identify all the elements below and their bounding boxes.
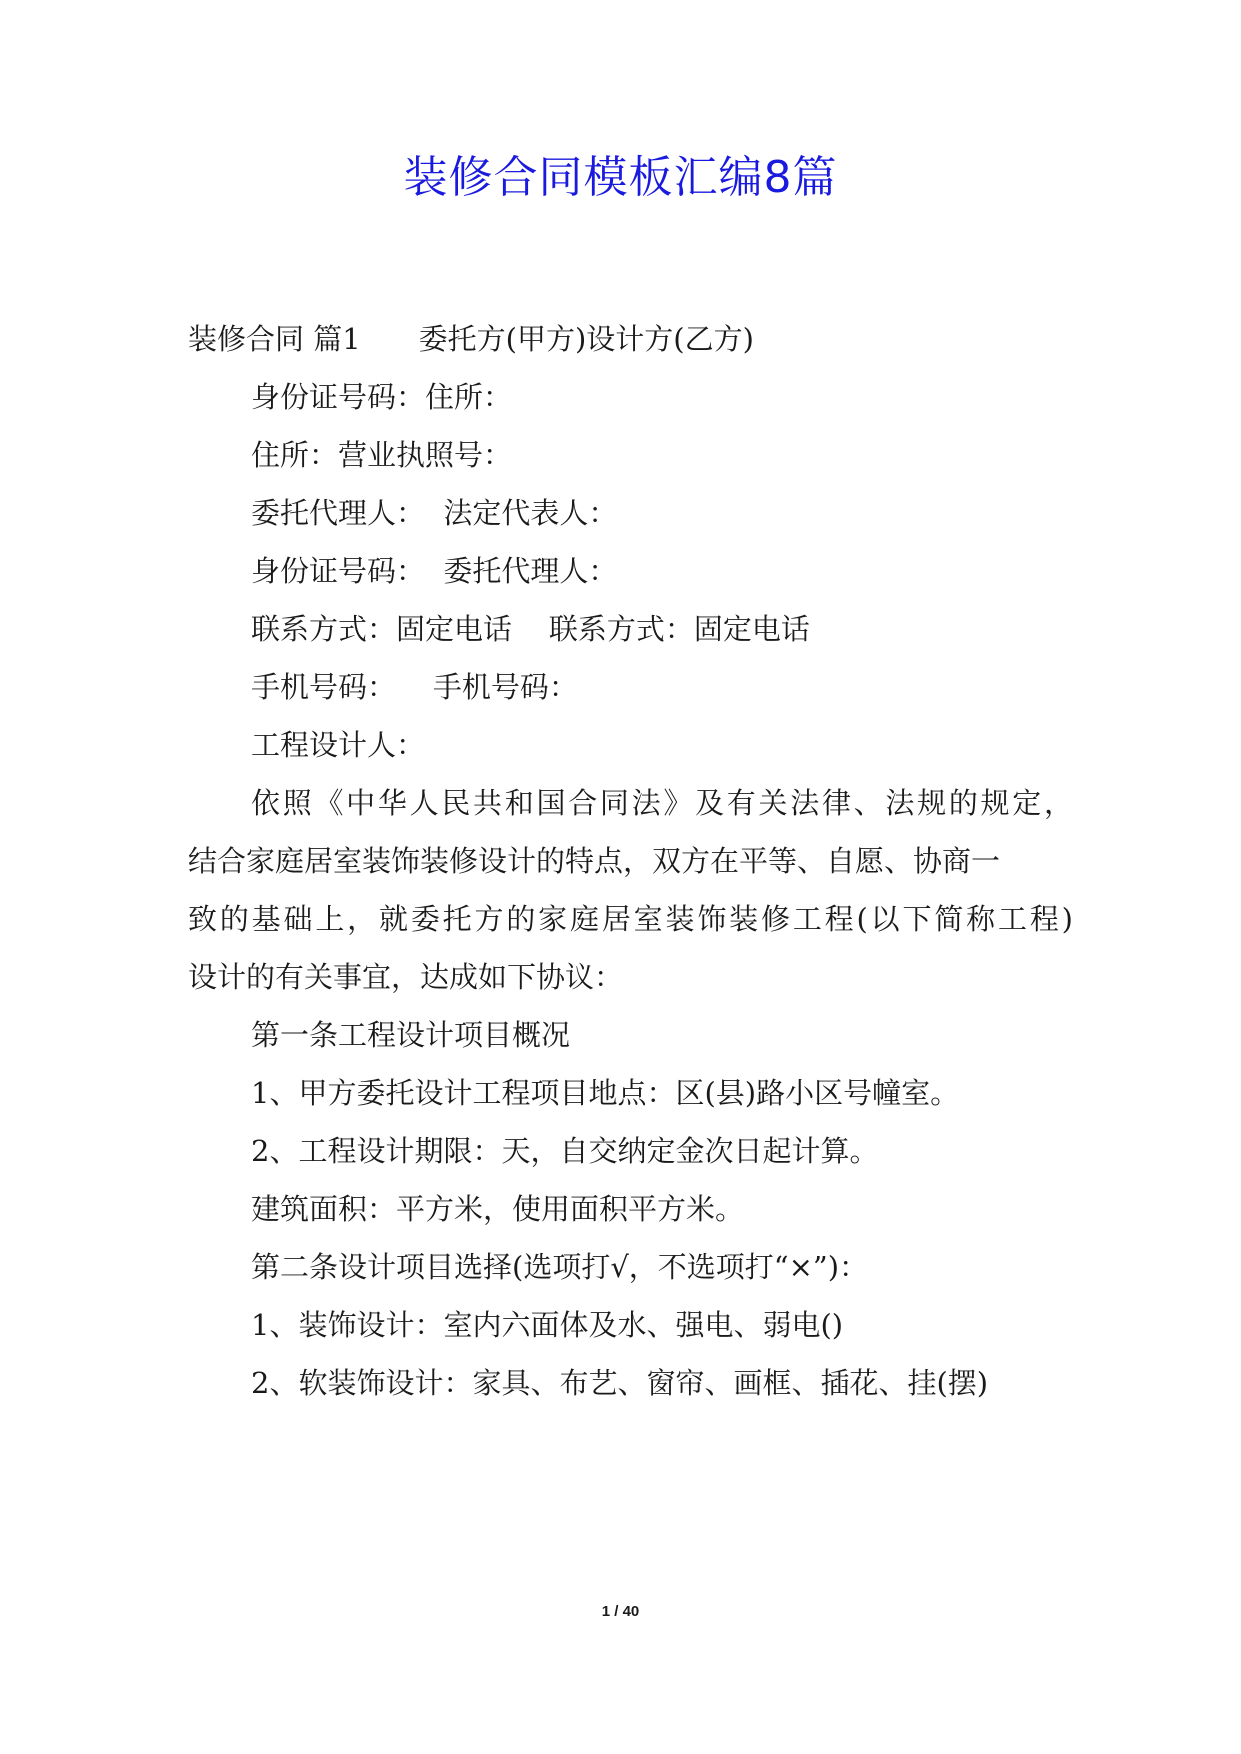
paragraph-line: 设计的有关事宜，达成如下协议： xyxy=(188,960,624,994)
document-title: 装修合同模板汇编8篇 xyxy=(403,152,838,203)
section-heading-line: 装修合同 篇1 委托方(甲方)设计方(乙方) xyxy=(188,322,754,356)
party-info-line: 工程设计人： xyxy=(251,728,426,762)
party-info-line: 委托代理人： 法定代表人： xyxy=(251,496,618,530)
clause-line: 建筑面积：平方米，使用面积平方米。 xyxy=(251,1192,745,1226)
party-info-line: 住所：营业执照号： xyxy=(251,438,513,472)
page-number: 1 / 40 xyxy=(601,1603,640,1620)
party-info-line: 手机号码： 手机号码： xyxy=(251,670,578,704)
party-info-line: 联系方式：固定电话 联系方式：固定电话 xyxy=(251,612,810,646)
clause-line: 2、软装饰设计：家具、布艺、窗帘、画框、插花、挂(摆) xyxy=(251,1366,989,1400)
clause-line: 2、工程设计期限：天，自交纳定金次日起计算。 xyxy=(251,1134,879,1168)
party-info-line: 身份证号码：住所： xyxy=(251,380,513,414)
clause-line: 1、甲方委托设计工程项目地点：区(县)路小区号幢室。 xyxy=(251,1076,960,1110)
paragraph-line: 结合家庭居室装饰装修设计的特点，双方在平等、自愿、协商一 xyxy=(188,844,1001,878)
clause-heading: 第一条工程设计项目概况 xyxy=(251,1018,571,1052)
paragraph-line: 依照《中华人民共和国合同法》及有关法律、法规的规定， xyxy=(251,786,1073,820)
clause-heading: 第二条设计项目选择(选项打√，不选项打“×”)： xyxy=(251,1250,869,1284)
party-info-line: 身份证号码： 委托代理人： xyxy=(251,554,618,588)
paragraph-line: 致的基础上，就委托方的家庭居室装饰装修工程(以下简称工程) xyxy=(188,902,1073,936)
clause-line: 1、装饰设计：室内六面体及水、强电、弱电() xyxy=(251,1308,844,1342)
